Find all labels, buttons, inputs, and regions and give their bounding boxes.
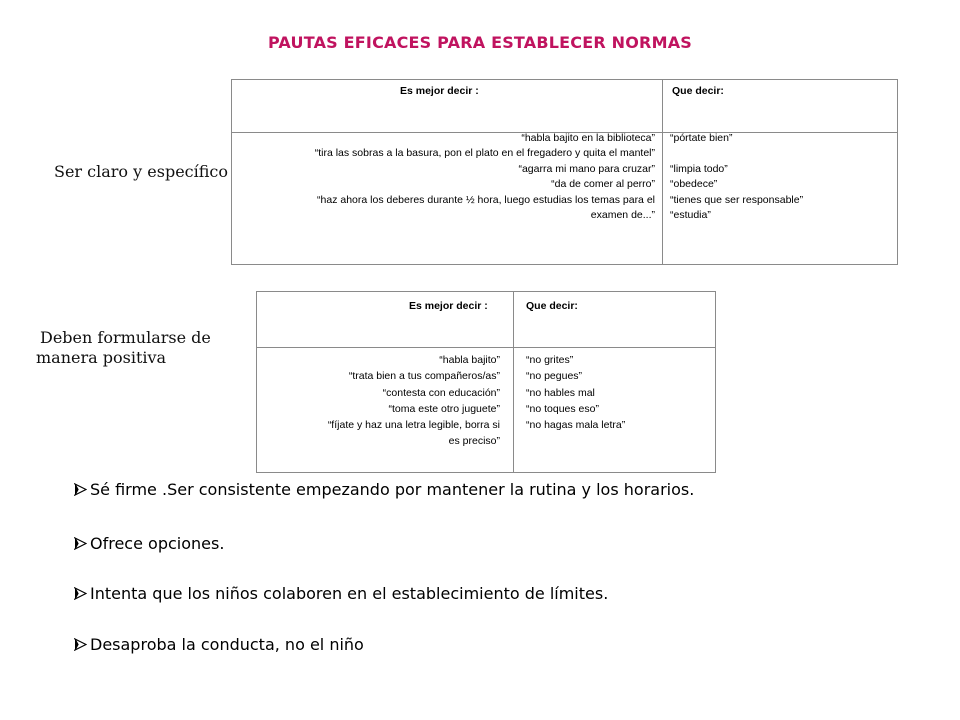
section1-header-row	[232, 80, 897, 133]
list-item: “da de comer al perro”	[551, 178, 655, 191]
list-item: “obedece”	[670, 178, 718, 191]
section2-col1-cell	[286, 352, 500, 450]
list-item	[74, 635, 364, 654]
list-item: es preciso”	[448, 435, 500, 448]
section2-label-line2: manera positiva	[36, 348, 167, 367]
section2-table	[256, 291, 716, 473]
list-item	[74, 584, 608, 603]
list-item: “habla bajito en la biblioteca”	[521, 132, 655, 144]
bullet-text: Intenta que los niños colaboren en el establecimiento de límites.	[90, 584, 609, 603]
list-item: “fíjate y haz una letra legible, borra si	[327, 419, 500, 432]
list-item: “estudia”	[670, 209, 711, 222]
arrow-bullet-icon	[74, 587, 88, 600]
list-item: “limpia todo”	[670, 162, 728, 175]
list-item	[74, 534, 224, 553]
section1-label: Ser claro y específico	[54, 162, 229, 181]
arrow-bullet-icon	[74, 537, 88, 550]
list-item: “habla bajito”	[439, 354, 500, 366]
section2-col2-header: Que decir:	[526, 300, 578, 312]
list-item: “pórtate bien”	[670, 132, 733, 144]
list-item: “trata bien a tus compañeros/as”	[348, 370, 500, 383]
bullet-text: Desaproba la conducta, no el niño	[90, 635, 364, 654]
list-item: examen de...”	[590, 209, 655, 222]
list-item: “haz ahora los deberes durante ½ hora, luego estudias los temas para el	[317, 193, 655, 206]
list-item: “no grites”	[526, 354, 574, 366]
page-title: PAUTAS EFICACES PARA ESTABLECER NORMAS	[267, 33, 693, 52]
section2-label-line1: Deben formularse de	[40, 328, 211, 347]
bullet-text: Ofrece opciones.	[90, 534, 225, 553]
arrow-bullet-icon	[74, 483, 88, 496]
section1-table	[231, 79, 898, 265]
list-item	[74, 480, 694, 499]
arrow-bullet-icon	[74, 638, 88, 651]
section1-col1-header: Es mejor decir :	[400, 85, 479, 97]
list-item: “no toques eso”	[526, 402, 599, 415]
section2-label	[36, 328, 211, 368]
list-item	[670, 146, 890, 161]
list-item: “tienes que ser responsable”	[670, 193, 804, 206]
list-item: “tira las sobras a la basura, pon el plato en el fregadero y quita el mantel”	[314, 147, 655, 160]
list-item: “no hagas mala letra”	[526, 419, 626, 432]
section1-col2-header: Que decir:	[672, 85, 724, 97]
bullet-text: Sé firme .Ser consistente empezando por mantener la rutina y los horarios.	[90, 480, 695, 499]
section1-col2-cell	[670, 131, 890, 223]
section1-col1-cell	[245, 131, 655, 223]
list-item: “agarra mi mano para cruzar”	[518, 162, 655, 175]
list-item: “no hables mal	[526, 386, 595, 399]
list-item: “contesta con educación”	[382, 386, 500, 399]
section2-col2-cell	[526, 352, 706, 433]
list-item: “no pegues”	[526, 370, 583, 383]
list-item: “toma este otro juguete”	[388, 402, 500, 415]
section2-col1-header: Es mejor decir :	[409, 300, 488, 312]
